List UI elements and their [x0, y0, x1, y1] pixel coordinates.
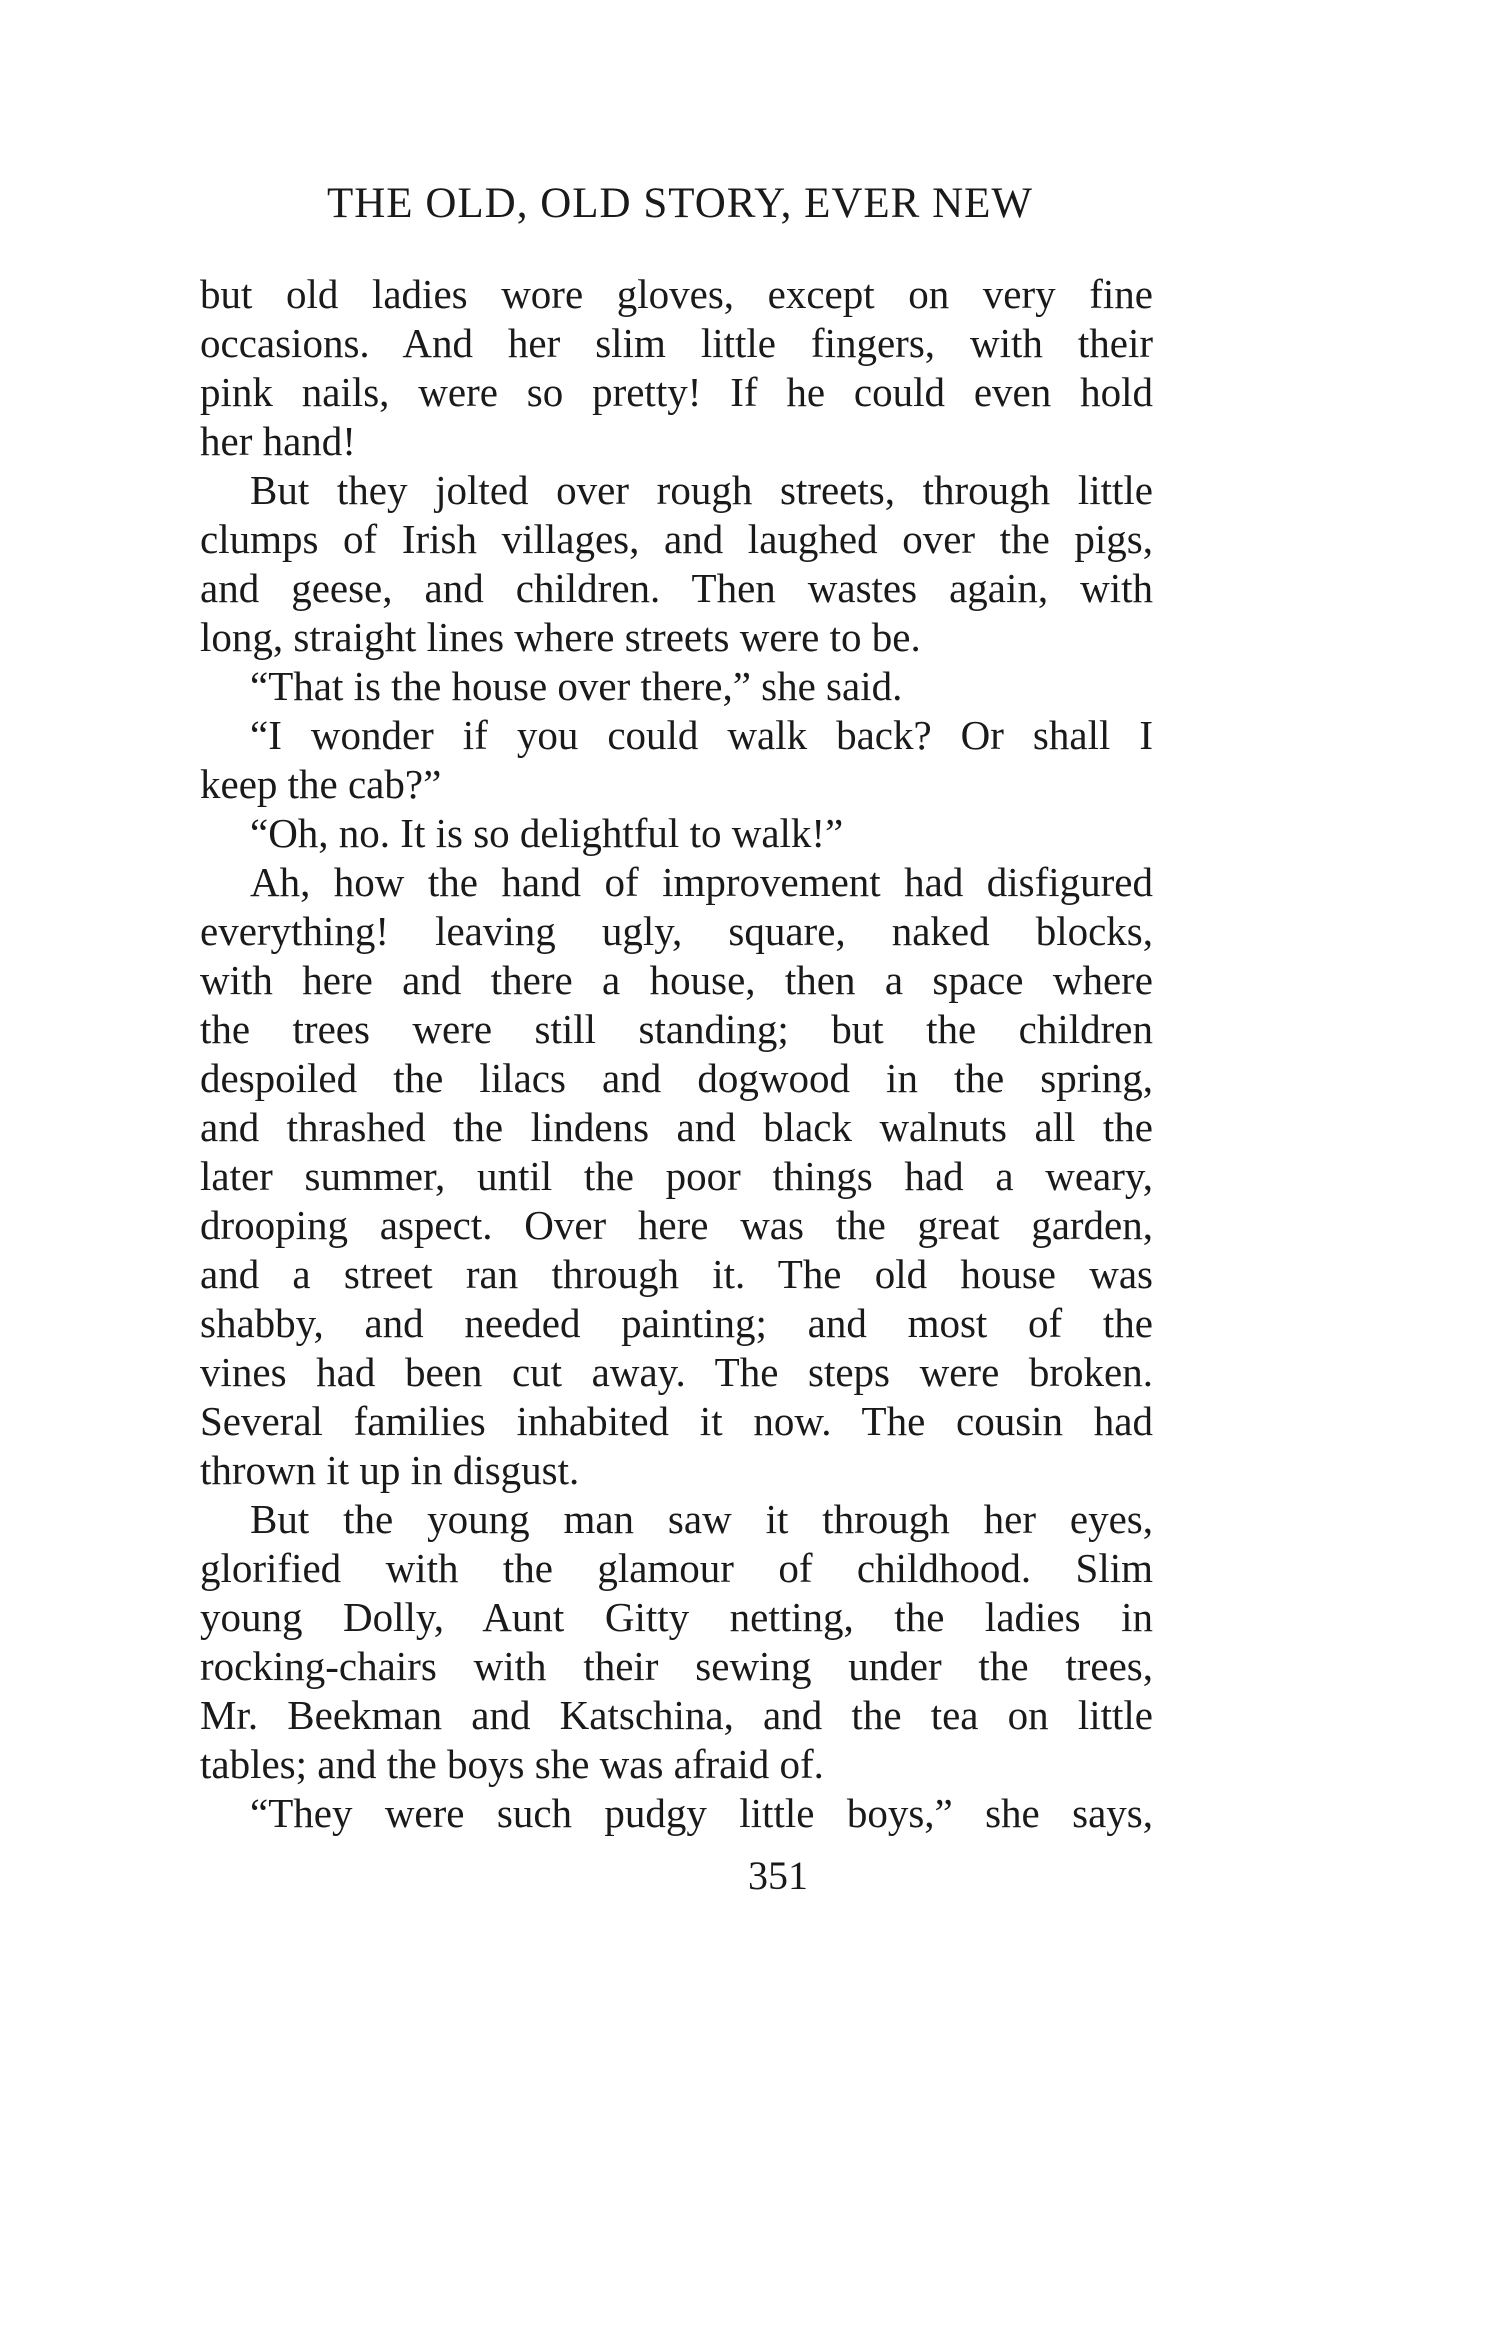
text-line: everything! leaving ugly, square, naked blocks, — [200, 908, 1153, 954]
text-line: tables; and the boys she was afraid of. — [200, 1741, 824, 1787]
text-line: and geese, and children. Then wastes again, with — [200, 565, 1153, 611]
running-head: THE OLD, OLD STORY, EVER NEW — [326, 180, 1034, 227]
text-line: occasions. And her slim little fingers, with their — [200, 320, 1153, 366]
text-line: But they jolted over rough streets, through little — [250, 467, 1153, 513]
text-line: and a street ran through it. The old house was — [200, 1251, 1153, 1297]
text-line: thrown it up in disgust. — [200, 1447, 580, 1493]
text-line: But the young man saw it through her eyes, — [250, 1496, 1153, 1542]
text-line: long, straight lines where streets were to be. — [200, 614, 921, 660]
text-line: with here and there a house, then a space where — [200, 957, 1153, 1003]
text-line: vines had been cut away. The steps were broken. — [200, 1349, 1153, 1395]
body-text — [200, 270, 1153, 1838]
text-line: Ah, how the hand of improvement had disfigured — [250, 859, 1153, 905]
text-line: “They were such pudgy little boys,” she says, — [250, 1790, 1153, 1836]
text-line: her hand! — [200, 418, 356, 464]
text-line: young Dolly, Aunt Gitty netting, the ladies in — [200, 1594, 1153, 1640]
text-line: drooping aspect. Over here was the great garden, — [200, 1202, 1153, 1248]
text-line: the trees were still standing; but the children — [200, 1006, 1153, 1052]
text-line: shabby, and needed painting; and most of the — [200, 1300, 1153, 1346]
text-line: pink nails, were so pretty! If he could even hold — [200, 369, 1153, 415]
text-line: but old ladies wore gloves, except on very fine — [200, 271, 1153, 317]
text-line: glorified with the glamour of childhood. Slim — [200, 1545, 1153, 1591]
text-line: clumps of Irish villages, and laughed over the pigs, — [200, 516, 1153, 562]
text-line: “That is the house over there,” she said. — [250, 663, 903, 709]
text-line: “I wonder if you could walk back? Or shall I — [250, 712, 1153, 758]
page-number-container — [0, 1851, 1506, 1900]
text-line: “Oh, no. It is so delightful to walk!” — [250, 810, 844, 856]
page-number: 351 — [748, 1853, 808, 1898]
text-line: and thrashed the lindens and black walnuts all the — [200, 1104, 1153, 1150]
text-line: later summer, until the poor things had a weary, — [200, 1153, 1153, 1199]
text-line: rocking-chairs with their sewing under the trees, — [200, 1643, 1153, 1689]
text-line: keep the cab?” — [200, 761, 442, 807]
text-line: Several families inhabited it now. The cousin had — [200, 1398, 1153, 1444]
text-line: despoiled the lilacs and dogwood in the spring, — [200, 1055, 1153, 1101]
text-line: Mr. Beekman and Katschina, and the tea on little — [200, 1692, 1153, 1738]
